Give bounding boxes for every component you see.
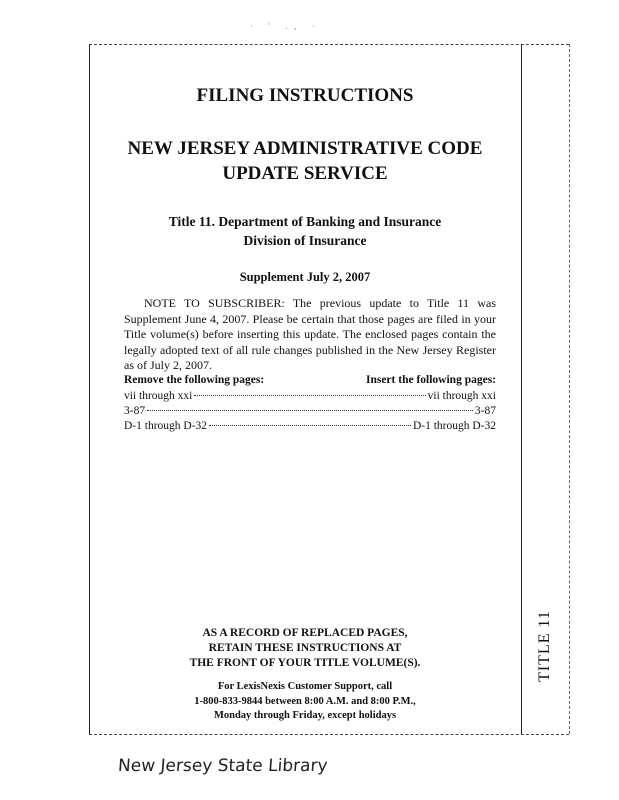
title-tab-label: TITLE 11 [536,610,553,682]
remove-pages: D-1 through D-32 [124,420,208,432]
page-border-right [521,44,522,734]
title-line: Title 11. Department of Banking and Insurance [168,214,442,229]
record-line: AS A RECORD OF REPLACED PAGES, [202,627,408,639]
insert-pages: D-1 through D-32 [412,420,496,432]
remove-pages: 3-87 [124,405,146,417]
scan-specks: · ' ., · [250,22,321,32]
dot-leader [147,410,473,411]
support-line: Monday through Friday, except holidays [213,710,397,721]
division-line: Division of Insurance [243,233,367,248]
insert-pages: vii through xxi [427,390,496,402]
page-title: FILING INSTRUCTIONS [196,85,414,106]
subscriber-note: NOTE TO SUBSCRIBER: The previous update to Title 11 was Supplement June 4, 2007. Please be certain that those pages are filed in your Title volume(s) before inserting this update. The enclosed pages contain the legally adopted text of all rule changes published in the New Jersey Register as of July 2, 2007. [124,296,496,372]
page-border-top [89,44,569,45]
insert-header: Insert the following pages: [365,374,496,386]
remove-header: Remove the following pages: [124,374,265,386]
record-line: RETAIN THESE INSTRUCTIONS AT [208,642,402,654]
page-row [124,404,496,419]
code-title [89,136,521,186]
page-row [124,389,496,404]
dot-leader [194,395,425,396]
library-stamp: New Jersey State Library [117,756,329,776]
page-border-bottom [89,734,569,735]
customer-support [89,680,521,724]
dot-leader [209,425,411,426]
remove-pages: vii through xxi [124,390,193,402]
supplement-date: Supplement July 2, 2007 [239,270,371,284]
code-title-line2: UPDATE SERVICE [222,163,388,184]
insert-pages: 3-87 [474,405,496,417]
record-instructions [89,626,521,671]
record-line: THE FRONT OF YOUR TITLE VOLUME(S). [189,657,421,669]
support-line: 1-800-833-9844 between 8:00 A.M. and 8:00 P.M., [194,695,416,707]
support-line: For LexisNexis Customer Support, call [217,681,393,692]
pages-list [124,389,496,434]
tab-border-right [569,44,570,734]
title-section [89,212,521,250]
code-title-line1: NEW JERSEY ADMINISTRATIVE CODE [127,138,483,159]
pages-header [124,374,496,386]
page-row [124,419,496,434]
